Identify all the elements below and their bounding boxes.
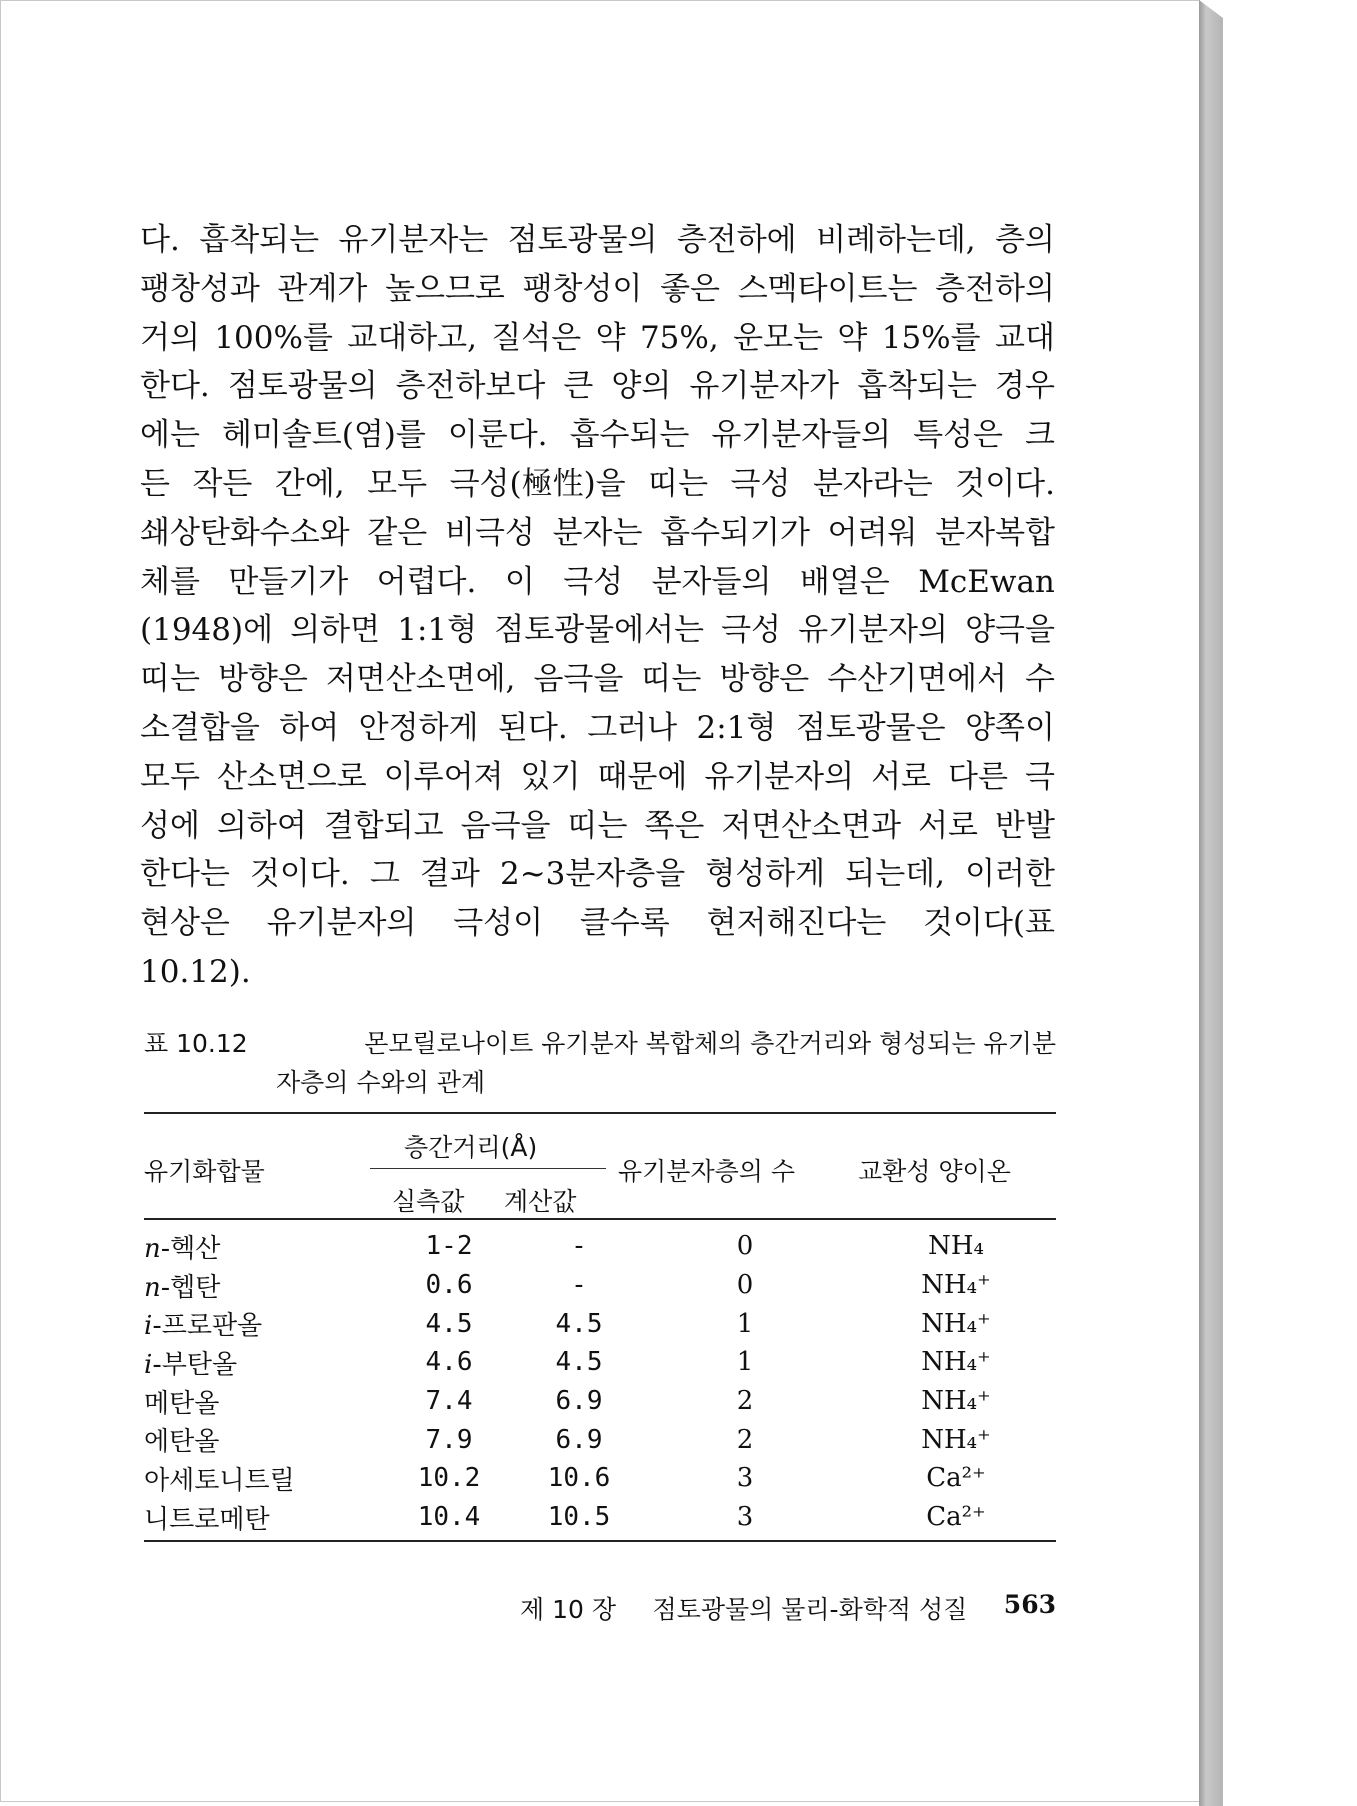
word: 유기분자는 <box>338 222 489 258</box>
word: 띠는 <box>140 661 200 698</box>
cell-compound <box>144 1382 374 1421</box>
word: 점토광물의 <box>227 368 378 405</box>
word: 좋은 <box>660 270 721 307</box>
compound-name: -부탄올 <box>152 1349 238 1380</box>
word: 서로 <box>918 807 979 844</box>
paragraph-line <box>140 948 1055 997</box>
compound-name: -프로판올 <box>152 1311 263 1342</box>
word: 이룬다. <box>447 417 548 454</box>
word: 극성 <box>721 612 781 649</box>
word: 결합되고 <box>323 807 444 844</box>
table-caption <box>144 1024 1056 1102</box>
word: 서로 <box>871 758 932 795</box>
word: 흡수되기가 <box>660 514 810 551</box>
word: 그러나 <box>587 709 678 746</box>
word: 교대하고, <box>347 319 477 356</box>
table-caption-title: 몬모릴로나이트 유기분자 복합체의 층간거리와 형성되는 유기분 <box>364 1029 1056 1058</box>
word: 방향은 <box>217 661 308 698</box>
cell-compound <box>144 1420 374 1459</box>
word: 것이다. <box>955 465 1055 502</box>
word: 크 <box>1025 417 1055 454</box>
word: 1:1형 <box>397 612 478 649</box>
paragraph-line <box>140 704 1055 753</box>
word: 비극성 <box>445 514 535 551</box>
table-bottom-rule <box>144 1540 1056 1542</box>
paragraph-line <box>140 362 1055 411</box>
header-layers: 유기분자층의 수 <box>618 1157 795 1186</box>
word: 클수록 <box>579 905 670 942</box>
word: 이루어져 <box>383 758 504 795</box>
paragraph-line <box>140 509 1055 558</box>
word: 특성은 <box>913 417 1003 454</box>
word: 분자라는 <box>812 465 933 502</box>
word: 하여 <box>279 709 340 746</box>
cell-cation: Ca²⁺ <box>926 1502 986 1533</box>
word: 것이다. <box>249 856 350 893</box>
word: 의하여 <box>216 807 307 844</box>
word: 쇄상탄화수소와 <box>140 514 350 551</box>
word: 한다는 <box>140 856 230 893</box>
word: 이러한 <box>965 856 1055 893</box>
word: 층전하의 <box>935 270 1055 307</box>
word: 높으므로 <box>385 270 505 307</box>
word: 2:1형 <box>696 709 777 746</box>
word: 것이다(표 <box>923 905 1055 942</box>
word: 방향은 <box>719 661 810 698</box>
compound-prefix: i <box>144 1311 153 1342</box>
cell-measured: 10.4 <box>417 1502 481 1533</box>
table-caption-label: 표 10.12 <box>144 1029 248 1058</box>
word: 성에 <box>140 807 200 844</box>
word: 수 <box>1025 661 1055 698</box>
page-edge-shadow <box>1199 0 1223 1806</box>
table-row <box>144 1343 1056 1382</box>
word: 때문에 <box>597 758 688 795</box>
word: 극성 <box>730 465 791 502</box>
cell-cation: NH₄⁺ <box>921 1270 991 1301</box>
word: 저면산소면에, <box>325 661 516 698</box>
word: 음극을 <box>533 661 624 698</box>
compound-name: 니트로메탄 <box>144 1504 270 1535</box>
word: 극 <box>1024 758 1055 795</box>
word: 흡수되는 <box>569 417 690 454</box>
cell-cation: NH₄⁺ <box>921 1347 991 1378</box>
word: 15%를 <box>881 319 981 356</box>
footer-title: 점토광물의 물리-화학적 성질 <box>652 1595 968 1624</box>
body-paragraph <box>140 216 1055 997</box>
word: 큰 <box>563 368 594 405</box>
paragraph-line <box>140 265 1055 314</box>
word: 흡착되는 <box>199 222 320 258</box>
compound-prefix: n <box>144 1233 161 1264</box>
cell-layers: 0 <box>736 1270 754 1301</box>
word: 다. <box>140 222 180 258</box>
word: 있기 <box>520 758 581 795</box>
word: 만들기가 <box>228 563 349 600</box>
table-row <box>144 1266 1056 1305</box>
word: 띠는 <box>567 807 628 844</box>
compound-name: -헵탄 <box>160 1272 221 1303</box>
cell-cation: NH₄ <box>928 1231 984 1262</box>
word: 분자들의 <box>651 563 772 600</box>
cell-compound <box>144 1498 374 1537</box>
paragraph-line <box>140 606 1055 655</box>
cell-cation: NH₄⁺ <box>921 1424 991 1455</box>
table-row <box>144 1459 1056 1498</box>
header-spacing: 층간거리(Å) <box>404 1133 538 1162</box>
word: 층전하에 <box>676 222 797 258</box>
word: 점토광물의 <box>507 222 658 258</box>
cell-layers: 2 <box>736 1424 754 1455</box>
word: 어렵다. <box>376 563 477 600</box>
word: 이 <box>504 563 535 600</box>
word: 흡착되는 <box>857 368 977 405</box>
word: 유기분자의 <box>704 758 855 795</box>
paragraph-line <box>140 899 1055 948</box>
cell-layers: 0 <box>736 1231 754 1262</box>
paragraph-line <box>140 558 1055 607</box>
cell-layers: 2 <box>736 1386 754 1417</box>
word: 다른 <box>948 758 1008 795</box>
cell-measured: 4.6 <box>425 1347 473 1378</box>
word: 스멕타이트는 <box>737 270 918 307</box>
cell-cation: Ca²⁺ <box>926 1463 986 1494</box>
word: 팽창성이 <box>522 270 643 307</box>
header-spacing-rule <box>370 1168 606 1169</box>
compound-name: -헥산 <box>160 1233 221 1264</box>
word: 양의 <box>611 368 672 405</box>
word: 약 <box>837 319 868 356</box>
cell-compound <box>144 1304 374 1343</box>
paragraph-line <box>140 655 1055 704</box>
cell-layers: 3 <box>736 1463 754 1494</box>
word: 양극을 <box>965 612 1055 649</box>
word: 극성(極性)을 <box>449 465 626 502</box>
word: 교대 <box>995 319 1055 356</box>
word: 층의 <box>995 222 1055 258</box>
compound-name: 메탄올 <box>144 1388 220 1419</box>
word: 모두 <box>367 465 428 502</box>
word: 10.12). <box>140 953 251 990</box>
word: 관계가 <box>277 270 368 307</box>
paragraph-line <box>140 411 1055 460</box>
word: 한다. <box>140 368 210 405</box>
header-compound: 유기화합물 <box>144 1157 265 1186</box>
word: 점토광물은 <box>795 709 946 746</box>
cell-measured: 7.4 <box>425 1386 473 1417</box>
word: 운모는 <box>733 319 823 356</box>
word: 결과 <box>419 856 480 893</box>
word: 의하면 <box>290 612 381 649</box>
word: 안정하게 <box>358 709 479 746</box>
cell-compound <box>144 1266 374 1305</box>
cell-cation: NH₄⁺ <box>921 1386 991 1417</box>
word: 산소면으로 <box>216 758 367 795</box>
word: 100%를 <box>214 319 333 356</box>
word: 거의 <box>140 319 200 356</box>
cell-cation: NH₄⁺ <box>921 1308 991 1339</box>
table-row <box>144 1227 1056 1266</box>
cell-calculated: 10.6 <box>547 1463 611 1494</box>
table-row <box>144 1498 1056 1537</box>
word: 배열은 <box>799 563 890 600</box>
paragraph-line <box>140 216 1055 265</box>
header-cation: 교환성 양이온 <box>858 1157 1011 1186</box>
word: 체를 <box>140 563 200 600</box>
cell-layers: 1 <box>736 1347 754 1378</box>
cell-calculated: - <box>571 1231 587 1262</box>
word: 띠는 <box>641 661 702 698</box>
word: 2~3분자층을 <box>499 856 686 893</box>
page-footer <box>520 1590 1056 1626</box>
word: 점토광물에서는 <box>494 612 704 649</box>
data-table <box>144 1227 1056 1537</box>
word: 작든 <box>192 465 253 502</box>
word: 수산기면에서 <box>827 661 1007 698</box>
word: 유기분자의 <box>266 905 417 942</box>
table-top-rule <box>144 1112 1056 1114</box>
word: 약 <box>595 319 626 356</box>
table-row <box>144 1382 1056 1421</box>
word: 형성하게 <box>705 856 826 893</box>
footer-chapter: 제 10 장 <box>520 1595 617 1624</box>
cell-measured: 7.9 <box>425 1424 473 1455</box>
cell-calculated: 4.5 <box>555 1308 603 1339</box>
word: 에는 <box>140 417 200 454</box>
table-header-rule <box>144 1218 1056 1220</box>
cell-calculated: - <box>571 1270 587 1301</box>
word: 음극을 <box>460 807 551 844</box>
word: 유기분자가 <box>689 368 840 405</box>
table-row <box>144 1304 1056 1343</box>
word: 된다. <box>497 709 568 746</box>
word: 팽창성과 <box>140 270 260 307</box>
table-row <box>144 1420 1056 1459</box>
page-number: 563 <box>1003 1590 1056 1619</box>
paragraph-line <box>140 850 1055 899</box>
word: 현저해진다는 <box>706 905 887 942</box>
word: 극성 <box>563 563 624 600</box>
cell-compound <box>144 1227 374 1266</box>
compound-prefix: i <box>144 1349 153 1380</box>
word: 질석은 <box>491 319 582 356</box>
word: 쪽은 <box>644 807 705 844</box>
word: (1948)에 <box>140 612 274 649</box>
word: 분자는 <box>552 514 643 551</box>
word: 되는데, <box>845 856 945 893</box>
word: 든 <box>140 465 170 502</box>
cell-measured: 0.6 <box>425 1270 473 1301</box>
word: 분자복합 <box>935 514 1055 551</box>
cell-calculated: 10.5 <box>547 1502 611 1533</box>
paragraph-line <box>140 314 1055 363</box>
cell-calculated: 6.9 <box>555 1424 603 1455</box>
compound-prefix: n <box>144 1272 161 1303</box>
word: 양쪽이 <box>965 709 1055 746</box>
cell-measured: 4.5 <box>425 1308 473 1339</box>
word: 모두 <box>140 758 200 795</box>
paragraph-line <box>140 753 1055 802</box>
word: 저면산소면과 <box>721 807 902 844</box>
word: 소결합을 <box>140 709 260 746</box>
word: 어려워 <box>827 514 918 551</box>
cell-compound <box>144 1459 374 1498</box>
cell-compound <box>144 1343 374 1382</box>
word: 극성이 <box>453 905 544 942</box>
word: 그 <box>369 856 400 893</box>
word: 비례하는데, <box>816 222 976 258</box>
cell-measured: 1-2 <box>425 1231 473 1262</box>
word: 간에, <box>274 465 345 502</box>
word: 띠는 <box>648 465 709 502</box>
compound-name: 에탄올 <box>144 1427 220 1458</box>
word: 같은 <box>367 514 428 551</box>
header-calculated: 계산값 <box>504 1187 577 1216</box>
header-measured: 실측값 <box>392 1187 465 1216</box>
word: McEwan <box>918 563 1055 600</box>
cell-measured: 10.2 <box>417 1463 481 1494</box>
word: 층전하보다 <box>395 368 546 405</box>
compound-name: 아세토니트릴 <box>144 1465 295 1496</box>
paragraph-line <box>140 802 1055 851</box>
word: 헤미솔트(염)를 <box>221 417 426 454</box>
cell-calculated: 4.5 <box>555 1347 603 1378</box>
word: 반발 <box>995 807 1055 844</box>
word: 경우 <box>995 368 1055 405</box>
cell-layers: 3 <box>736 1502 754 1533</box>
paragraph-line <box>140 460 1055 509</box>
cell-calculated: 6.9 <box>555 1386 603 1417</box>
table-caption-continued: 자층의 수와의 관계 <box>276 1068 486 1097</box>
word: 75%, <box>639 319 719 356</box>
word: 유기분자들의 <box>711 417 892 454</box>
cell-layers: 1 <box>736 1308 754 1339</box>
word: 유기분자의 <box>798 612 948 649</box>
word: 현상은 <box>140 905 230 942</box>
